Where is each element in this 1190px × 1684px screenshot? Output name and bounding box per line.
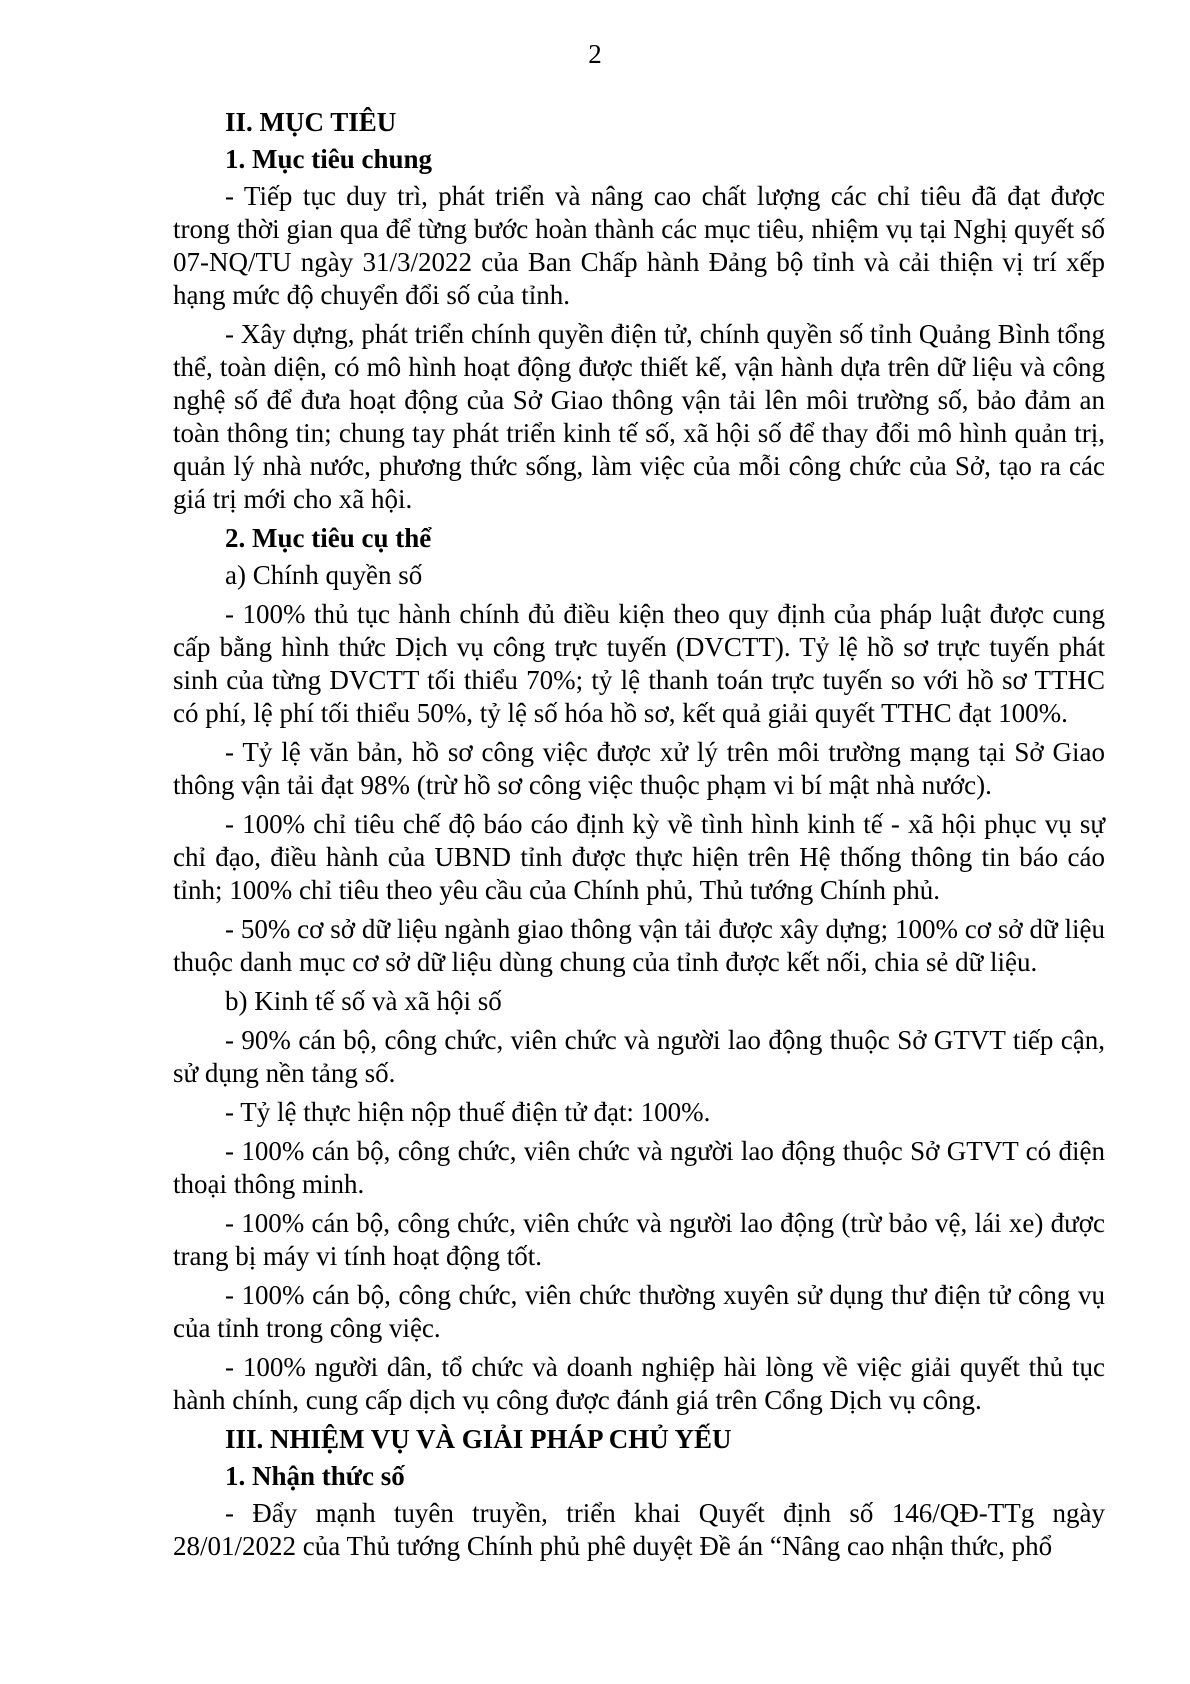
subheading-muc-tieu-cu-the: 2. Mục tiêu cụ thể [225, 523, 432, 553]
paragraph: - 50% cơ sở dữ liệu ngành giao thông vận tải được xây dựng; 100% cơ sở dữ liệu thuộc danh mục cơ sở dữ liệu dùng chung của tỉnh được kết nối, chia sẻ dữ liệu. [173, 914, 1105, 977]
paragraph: - 100% người dân, tổ chức và doanh nghiệp hài lòng về việc giải quyết thủ tục hành chính, cung cấp dịch vụ công được đánh giá trên Cổng Dịch vụ công. [173, 1352, 1105, 1415]
item-heading-kinh-te-so: b) Kinh tế số và xã hội số [225, 986, 502, 1016]
paragraph: - 100% thủ tục hành chính đủ điều kiện theo quy định của pháp luật được cung cấp bằng hình thức Dịch vụ công trực tuyến (DVCTT). Tỷ lệ hồ sơ trực tuyến phát sinh của từng DVCTT tối thiểu 70%; tỷ lệ thanh toán trực tuyến so với hồ sơ TTHC có phí, lệ phí tối thiểu 50%, tỷ lệ số hóa hồ sơ, kết quả giải quyết TTHC đạt 100%. [173, 599, 1105, 728]
item-heading-chinh-quyen-so: a) Chính quyền số [225, 560, 423, 590]
paragraph: - Tiếp tục duy trì, phát triển và nâng cao chất lượng các chỉ tiêu đã đạt được trong thời gian qua để từng bước hoàn thành các mục tiêu, nhiệm vụ tại Nghị quyết số 07-NQ/TU ngày 31/3/2022 của Ban Chấp hành Đảng bộ tỉnh và cải thiện vị trí xếp hạng mức độ chuyển đổi số của tỉnh. [173, 181, 1105, 310]
section-heading-nhiem-vu: III. NHIỆM VỤ VÀ GIẢI PHÁP CHỦ YẾU [225, 1424, 732, 1454]
paragraph: - 100% cán bộ, công chức, viên chức và người lao động thuộc Sở GTVT có điện thoại thông minh. [173, 1136, 1105, 1199]
paragraph: - Xây dựng, phát triển chính quyền điện tử, chính quyền số tỉnh Quảng Bình tổng thể, toàn diện, có mô hình hoạt động được thiết kế, vận hành dựa trên dữ liệu và công nghệ số để đưa hoạt động của Sở Giao thông vận tải lên môi trường số, bảo đảm an toàn thông tin; chung tay phát triển kinh tế số, xã hội số để thay đổi mô hình quản trị, quản lý nhà nước, phương thức sống, làm việc của mỗi công chức của Sở, tạo ra các giá trị mới cho xã hội. [173, 319, 1105, 514]
subheading-muc-tieu-chung: 1. Mục tiêu chung [225, 144, 433, 174]
paragraph: - 100% chỉ tiêu chế độ báo cáo định kỳ về tình hình kinh tế - xã hội phục vụ sự chỉ đạo, điều hành của UBND tỉnh được thực hiện trên Hệ thống thông tin báo cáo tỉnh; 100% chỉ tiêu theo yêu cầu của Chính phủ, Thủ tướng Chính phủ. [173, 809, 1105, 905]
document-body [173, 106, 1105, 1569]
subheading-nhan-thuc-so: 1. Nhận thức số [225, 1461, 405, 1491]
paragraph: - Tỷ lệ thực hiện nộp thuế điện tử đạt: 100%. [225, 1097, 711, 1127]
paragraph: - Đẩy mạnh tuyên truyền, triển khai Quyết định số 146/QĐ-TTg ngày 28/01/2022 của Thủ tướng Chính phủ phê duyệt Đề án “Nâng cao nhận thức, phổ [173, 1498, 1105, 1561]
paragraph: - Tỷ lệ văn bản, hồ sơ công việc được xử lý trên môi trường mạng tại Sở Giao thông vận tải đạt 98% (trừ hồ sơ công việc thuộc phạm vi bí mật nhà nước). [173, 737, 1105, 800]
paragraph: - 90% cán bộ, công chức, viên chức và người lao động thuộc Sở GTVT tiếp cận, sử dụng nền tảng số. [173, 1025, 1105, 1088]
section-heading-muc-tieu: II. MỤC TIÊU [225, 107, 397, 137]
paragraph: - 100% cán bộ, công chức, viên chức thường xuyên sử dụng thư điện tử công vụ của tỉnh trong công việc. [173, 1280, 1105, 1343]
paragraph: - 100% cán bộ, công chức, viên chức và người lao động (trừ bảo vệ, lái xe) được trang bị máy vi tính hoạt động tốt. [173, 1208, 1105, 1271]
page-number: 2 [588, 39, 602, 69]
